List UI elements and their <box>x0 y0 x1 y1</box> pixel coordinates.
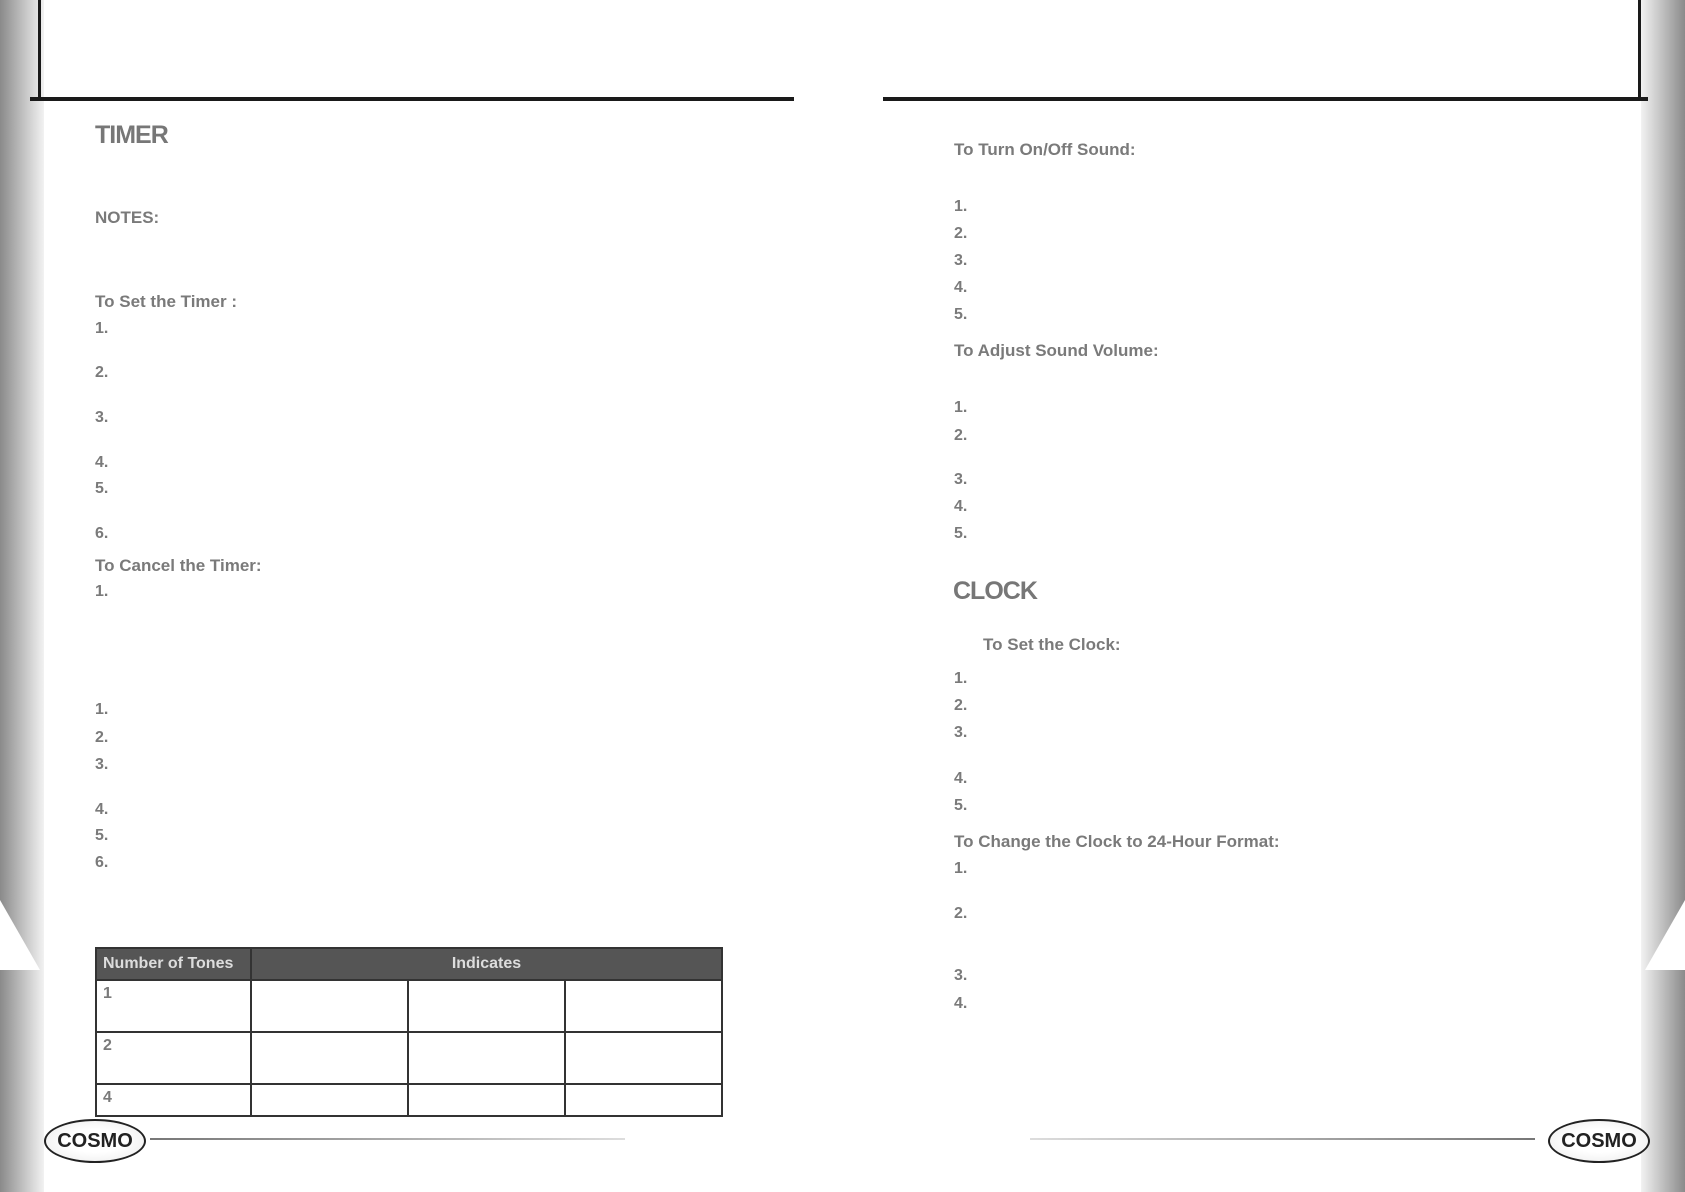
list-item: 3. <box>95 756 109 773</box>
table-cell: 1 <box>96 980 251 1032</box>
left-vertical-rule <box>38 0 41 100</box>
format24-step: 2. <box>954 905 968 922</box>
set-timer-step: 5. <box>95 480 109 497</box>
volume-step: 5. <box>954 525 968 542</box>
left-footer-rule <box>150 1138 625 1140</box>
set-timer-step: 1. <box>95 320 109 337</box>
set-timer-step: 2. <box>95 364 109 381</box>
table-cell <box>408 1032 565 1084</box>
table-row <box>96 1032 722 1084</box>
set-clock-step: 1. <box>954 670 968 687</box>
right-edge-notch <box>1645 900 1685 970</box>
cancel-timer-step: 1. <box>95 583 109 600</box>
table-cell <box>565 1032 722 1084</box>
list-item: 5. <box>95 827 109 844</box>
volume-label: To Adjust Sound Volume: <box>954 341 1159 360</box>
table-cell: 4 <box>96 1084 251 1116</box>
timer-heading: TIMER <box>95 121 168 149</box>
sound-onoff-step: 1. <box>954 198 968 215</box>
table-cell <box>565 1084 722 1116</box>
right-header-rule <box>883 97 1648 101</box>
list-item: 2. <box>95 729 109 746</box>
table-cell: 2 <box>96 1032 251 1084</box>
cosmo-logo-right: COSMO <box>1548 1119 1650 1163</box>
sound-onoff-step: 2. <box>954 225 968 242</box>
notes-label: NOTES: <box>95 208 160 227</box>
table-row <box>96 980 722 1032</box>
left-header-rule <box>30 97 794 101</box>
list-item: 4. <box>95 801 109 818</box>
table-cell <box>565 980 722 1032</box>
volume-step: 4. <box>954 498 968 515</box>
sound-onoff-step: 5. <box>954 306 968 323</box>
set-clock-label: To Set the Clock: <box>983 635 1121 654</box>
tones-table <box>95 947 723 1117</box>
table-cell <box>251 1084 408 1116</box>
right-vertical-rule <box>1638 0 1641 100</box>
set-clock-step: 3. <box>954 724 968 741</box>
table-cell <box>408 980 565 1032</box>
right-footer-rule <box>1030 1138 1535 1140</box>
format24-step: 4. <box>954 995 968 1012</box>
set-clock-step: 4. <box>954 770 968 787</box>
sound-onoff-step: 4. <box>954 279 968 296</box>
table-header-indicates: Indicates <box>251 948 722 980</box>
set-clock-step: 2. <box>954 697 968 714</box>
right-page-edge <box>1641 0 1685 1192</box>
list-item: 6. <box>95 854 109 871</box>
table-header-tones: Number of Tones <box>96 948 251 980</box>
cancel-timer-label: To Cancel the Timer: <box>95 556 262 575</box>
set-clock-step: 5. <box>954 797 968 814</box>
format24-step: 3. <box>954 967 968 984</box>
sound-onoff-step: 3. <box>954 252 968 269</box>
left-edge-notch <box>0 900 40 970</box>
cosmo-logo-left: COSMO <box>44 1119 146 1163</box>
set-timer-label: To Set the Timer : <box>95 292 238 311</box>
set-timer-step: 6. <box>95 525 109 542</box>
table-cell <box>251 980 408 1032</box>
set-timer-step: 4. <box>95 454 109 471</box>
list-item: 1. <box>95 701 109 718</box>
set-timer-step: 3. <box>95 409 109 426</box>
table-cell <box>408 1084 565 1116</box>
volume-step: 3. <box>954 471 968 488</box>
volume-step: 2. <box>954 427 968 444</box>
table-cell <box>251 1032 408 1084</box>
table-row <box>96 1084 722 1116</box>
sound-onoff-label: To Turn On/Off Sound: <box>954 140 1136 159</box>
clock-heading: CLOCK <box>953 577 1037 605</box>
format24-step: 1. <box>954 860 968 877</box>
format24-label: To Change the Clock to 24-Hour Format: <box>954 832 1280 851</box>
volume-step: 1. <box>954 399 968 416</box>
left-page-edge <box>0 0 44 1192</box>
